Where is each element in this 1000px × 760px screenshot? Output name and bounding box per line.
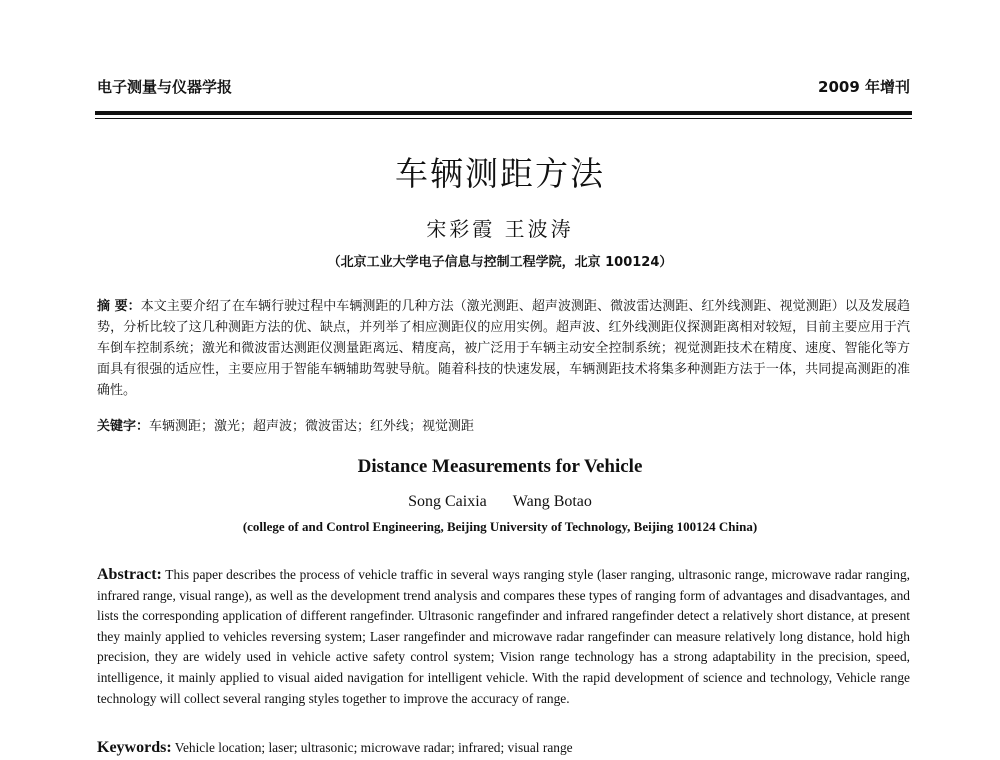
keywords-en-text: Vehicle location; laser; ultrasonic; microwave radar; infrared; visual range: [174, 740, 573, 755]
keywords-cn-label: 关键字：: [97, 419, 150, 434]
affiliation-cn: （北京工业大学电子信息与控制工程学院，北京 100124）: [327, 255, 673, 270]
abstract-en-label: Abstract:: [97, 566, 162, 583]
keywords-cn: [97, 416, 910, 437]
header-rule-thin: [95, 118, 912, 119]
authors-cn: 宋彩霞 王波涛: [426, 217, 574, 241]
header-rule-thick: [95, 111, 912, 115]
abstract-en-text: This paper describes the process of vehicle traffic in several ways ranging style (laser ranging, ultrasonic range, microwave radar ranging, infrared range, visual range), as well as the development trend analysis and compares these types of ranging form of advantages and disadvantages, and lists the corresponding application of different rangefinder. Ultrasonic rangefinder and infrared rangefinder detect a relatively short distance, at present they mainly applied to vehicles reversing system; Laser rangefinder and microwave radar rangefinder can measure relatively long distance, hold high precision, they are widely used in vehicle active safety control system; Vision range technology has a strong adaptability in the precision, speed, intelligence, it mainly applied to visual aided navigation for intelligent vehicle. With the rapid development of science and technology, Vehicle range technology will collect several ranging styles together to improve the accuracy of range.: [97, 567, 911, 706]
abstract-en: [97, 565, 910, 709]
abstract-cn-label: 摘 要：: [97, 299, 141, 314]
abstract-cn-text: 本文主要介绍了在车辆行驶过程中车辆测距的几种方法（激光测距、超声波测距、微波雷达测距、红外线测距、视觉测距）以及发展趋势，分析比较了这几种测距方法的优、缺点，并列举了相应测距仪的应用实例。超声波、红外线测距仪探测距离相对较短，目前主要应用于汽车倒车控制系统；激光和微波雷达测距仪测量距离远、精度高，被广泛用于车辆主动安全控制系统；视觉测距技术在精度、速度、智能化等方面具有很强的适应性，主要应用于智能车辆辅助驾驶导航。随着科技的快速发展，车辆测距技术将集多种测距方法于一体，共同提高测距的准确性。: [97, 299, 910, 398]
running-header: [97, 76, 910, 100]
journal-name: 电子测量与仪器学报: [97, 78, 233, 96]
paper-title-en: Distance Measurements for Vehicle: [357, 456, 643, 477]
paper-title-cn: 车辆测距方法: [395, 154, 605, 193]
issue-label: 2009 年增刊: [818, 78, 910, 96]
authors-en: [0, 493, 1000, 511]
author-2-en: Wang Botao: [512, 493, 592, 510]
keywords-en-label: Keywords:: [97, 739, 172, 756]
keywords-en: [97, 738, 910, 758]
abstract-cn: [97, 296, 910, 401]
keywords-cn-text: 车辆测距；激光；超声波；微波雷达；红外线；视觉测距: [149, 419, 475, 434]
author-1-en: Song Caixia: [408, 493, 487, 510]
affiliation-en: (college of and Control Engineering, Beijing University of Technology, Beijing 100124 China): [242, 519, 758, 534]
